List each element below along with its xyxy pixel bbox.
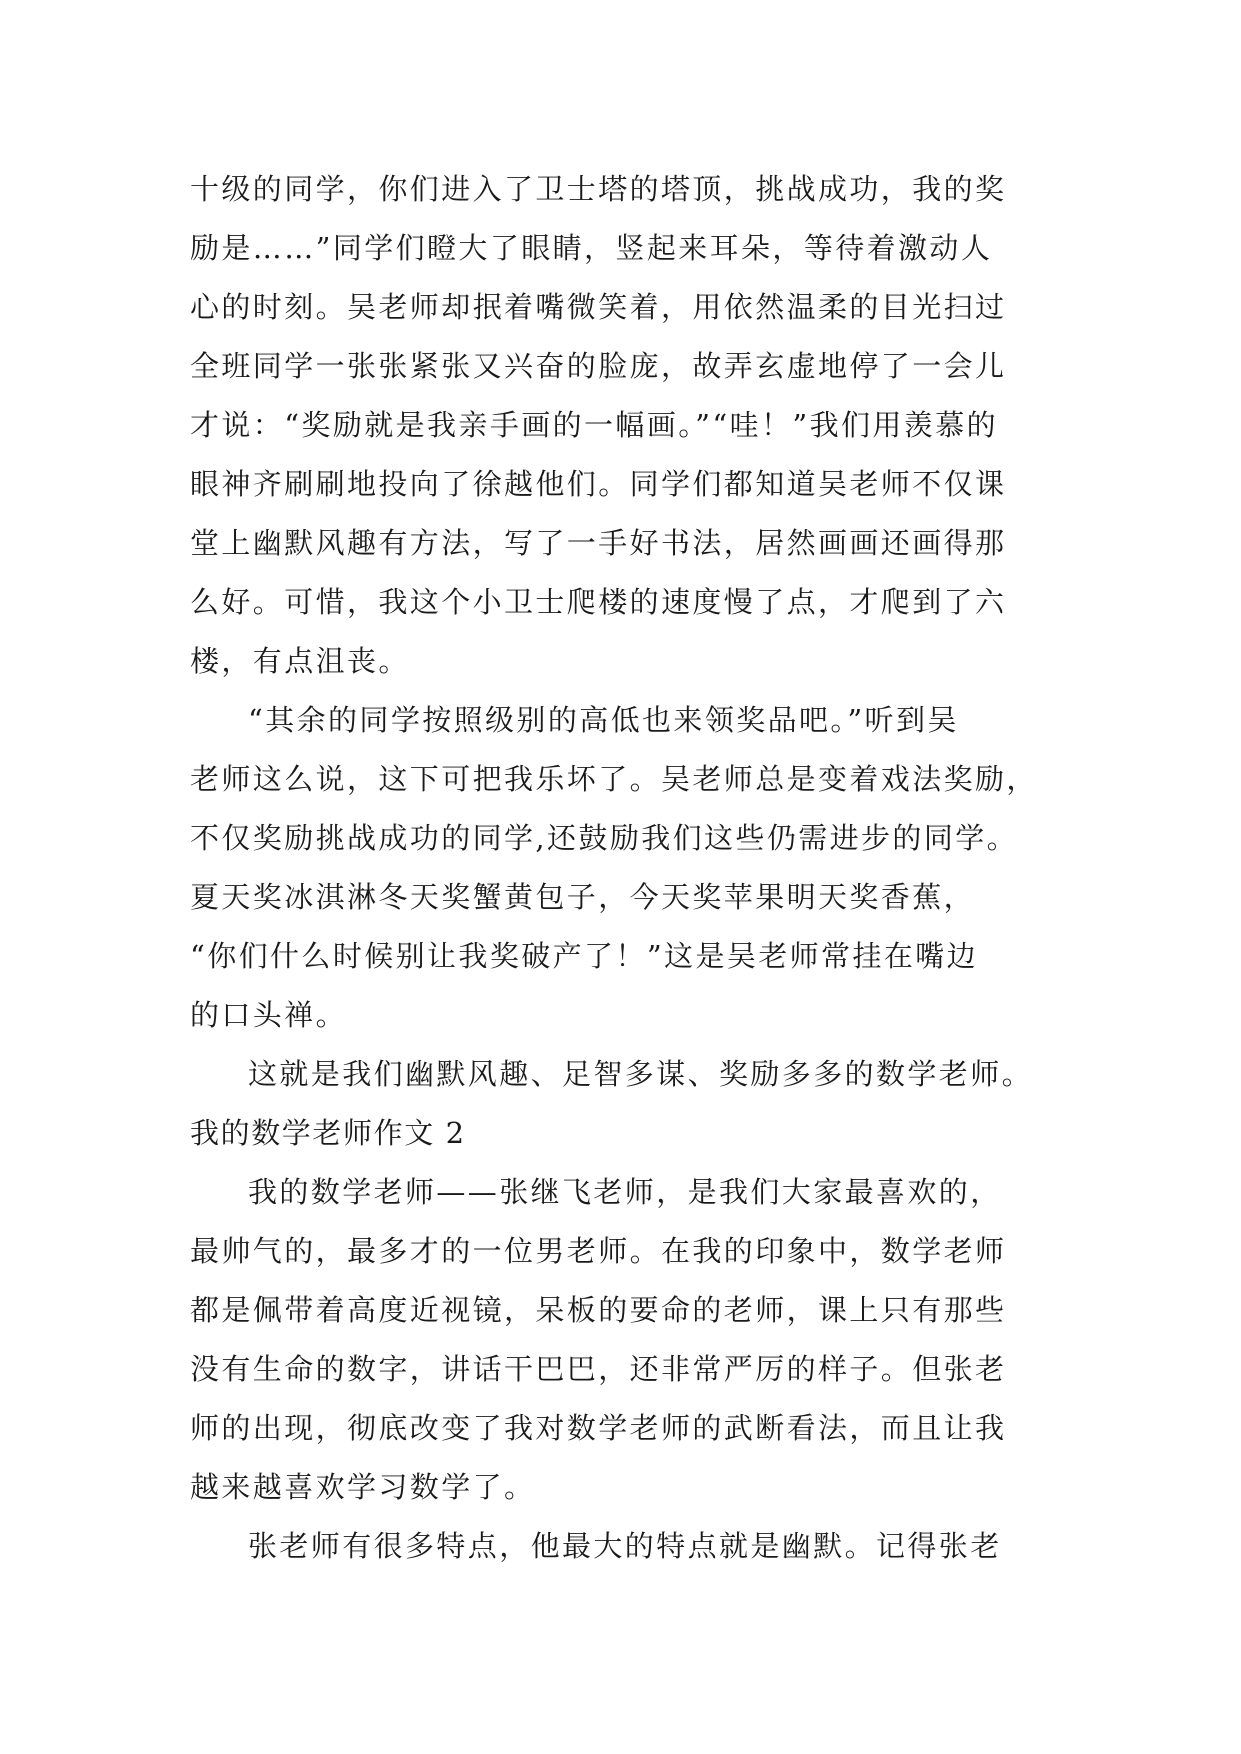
text-line: 师的出现，彻底改变了我对数学老师的武断看法，而且让我 — [190, 1411, 1007, 1445]
text-line: 堂上幽默风趣有方法，写了一手好书法，居然画画还画得那 — [190, 526, 1007, 560]
text-line: 么好。可惜，我这个小卫士爬楼的速度慢了点，才爬到了六 — [190, 585, 1007, 619]
text-line: 眼神齐刷刷地投向了徐越他们。同学们都知道吴老师不仅课 — [190, 467, 1007, 501]
text-line: 最帅气的，最多才的一位男老师。在我的印象中，数学老师 — [190, 1234, 1007, 1268]
text-line: 都是佩带着高度近视镜，呆板的要命的老师，课上只有那些 — [190, 1293, 1007, 1327]
essay-body — [190, 160, 1050, 1576]
text-line: 张老师有很多特点，他最大的特点就是幽默。记得张老 — [248, 1529, 1002, 1563]
text-line: “其余的同学按照级别的高低也来领奖品吧。”听到吴 — [248, 703, 959, 737]
text-line: “你们什么时候别让我奖破产了！”这是吴老师常挂在嘴边 — [190, 939, 979, 973]
text-line: 才说：“奖励就是我亲手画的一幅画。”“哇！”我们用羡慕的 — [190, 408, 999, 442]
text-line: 楼，有点沮丧。 — [190, 644, 410, 678]
text-line: 夏天奖冰淇淋冬天奖蟹黄包子，今天奖苹果明天奖香蕉， — [190, 880, 976, 914]
text-line: 我的数学老师——张继飞老师，是我们大家最喜欢的， — [248, 1175, 1002, 1209]
text-line: 的口头禅。 — [190, 998, 348, 1032]
text-line: 没有生命的数字，讲话干巴巴，还非常严厉的样子。但张老 — [190, 1352, 1007, 1386]
text-line: 老师这么说，这下可把我乐坏了。吴老师总是变着戏法奖励， — [190, 762, 1038, 796]
text-line: 这就是我们幽默风趣、足智多谋、奖励多多的数学老师。 — [248, 1057, 1034, 1091]
text-line: 全班同学一张张紧张又兴奋的脸庞，故弄玄虚地停了一会儿 — [190, 349, 1007, 383]
text-line: 越来越喜欢学习数学了。 — [190, 1470, 536, 1504]
section-heading: 我的数学老师作文 2 — [190, 1116, 466, 1150]
text-line: 十级的同学，你们进入了卫士塔的塔顶，挑战成功，我的奖 — [190, 172, 1007, 206]
text-line: 不仅奖励挑战成功的同学,还鼓励我们这些仍需进步的同学。 — [190, 821, 1019, 855]
text-line: 心的时刻。吴老师却抿着嘴微笑着，用依然温柔的目光扫过 — [190, 290, 1007, 324]
text-line: 励是……”同学们瞪大了眼睛，竖起来耳朵，等待着激动人 — [190, 231, 993, 265]
